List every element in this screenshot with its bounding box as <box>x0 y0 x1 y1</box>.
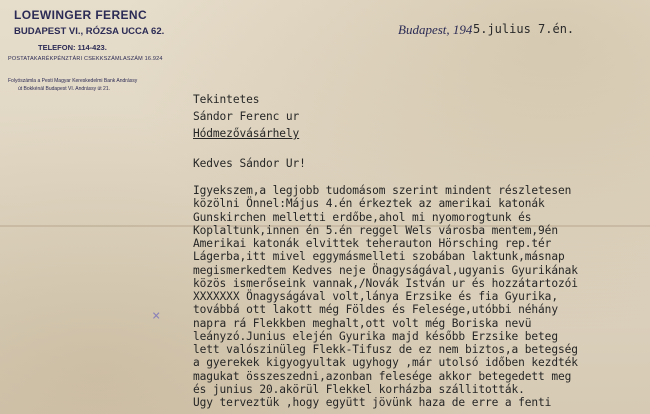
letterhead-name: LOEWINGER FERENC <box>14 8 148 22</box>
body-line: Ugy terveztük ,hogy együtt jövünk haza de erre a fenti <box>193 396 552 409</box>
recipient-title: Tekintetes <box>193 93 260 106</box>
body-line: Gunskirchen melletti erdőbe,ahol mi nyomorogtunk és <box>193 210 532 224</box>
date-typed: 5.julius 7.én. <box>473 22 575 36</box>
recipient-name: Sándor Ferenc ur <box>193 110 300 123</box>
body-line: Lágerba,itt mivel eggymásmelleti szobában laktunk,másnap <box>193 250 565 264</box>
body-line: napra rá Flekkben meghalt,ott volt még Boriska nevü <box>193 316 532 330</box>
body-line: továbbá ott lakott még Földes és Felesége,utóbbi néhány <box>193 303 558 317</box>
body-line: közölni Önnel:Május 4.én érkeztek az amerikai katonák <box>193 197 545 211</box>
body-line: Amerikai katonák elvittek teherauton Hörsching rep.tér <box>193 237 552 250</box>
body-line: a gyerekek kigyogyultak ugyhogy ,már utolsó időben kezdték <box>193 356 578 370</box>
margin-mark: × <box>152 308 161 324</box>
body-line: közös ismerőseink vannak,/Novák István ur és hozzátartozói <box>193 276 578 290</box>
place-printed: Budapest, 194 <box>398 22 473 37</box>
body-line: megismerkedtem Kedves neje Önagyságával,ugyanis Gyurikának <box>193 263 578 277</box>
body-line: XXXXXXX Önagyságával volt,lánya Erzsike és fia Gyurika, <box>193 290 558 303</box>
greeting: Kedves Sándor Ur! <box>193 157 306 170</box>
letterhead-postal-account: POSTATAKARÉKPÉNZTÁRI CSEKKSZÁMLASZÁM 16.924 <box>8 56 163 62</box>
letterhead-bank-line-1: Folyószámla a Pesti Magyar Kereskedelmi Bank Andrássy <box>8 78 138 84</box>
body-line: magukat összeszedni,azonban felesége akkor betegedett meg <box>193 369 572 383</box>
body-line: és junius 20.akörül Flekkel korházba szállitották. <box>193 382 525 396</box>
body-line: Igyekszem,a legjobb tudomásom szerint mindent részletesen <box>193 184 572 197</box>
letterhead-address: BUDAPEST VI., RÓZSA UCCA 62. <box>14 26 165 37</box>
body-line: Koplaltunk,innen én 5.én reggel Wels városba mentem,9én <box>193 223 558 237</box>
letterhead-telephone: TELEFON: 114-423. <box>38 43 107 52</box>
letterhead-bank-line-2: út Bokkénál Budapest VI. Andrássy út 21. <box>18 86 111 92</box>
recipient-city: Hódmezővásárhely <box>193 127 300 140</box>
body-line: leányzó.Junius elején Gyurika majd később Erzsike beteg <box>193 329 558 343</box>
body-line: lett valószinüleg Flekk-Tifusz de ez nem biztos,a betegség <box>193 343 578 356</box>
